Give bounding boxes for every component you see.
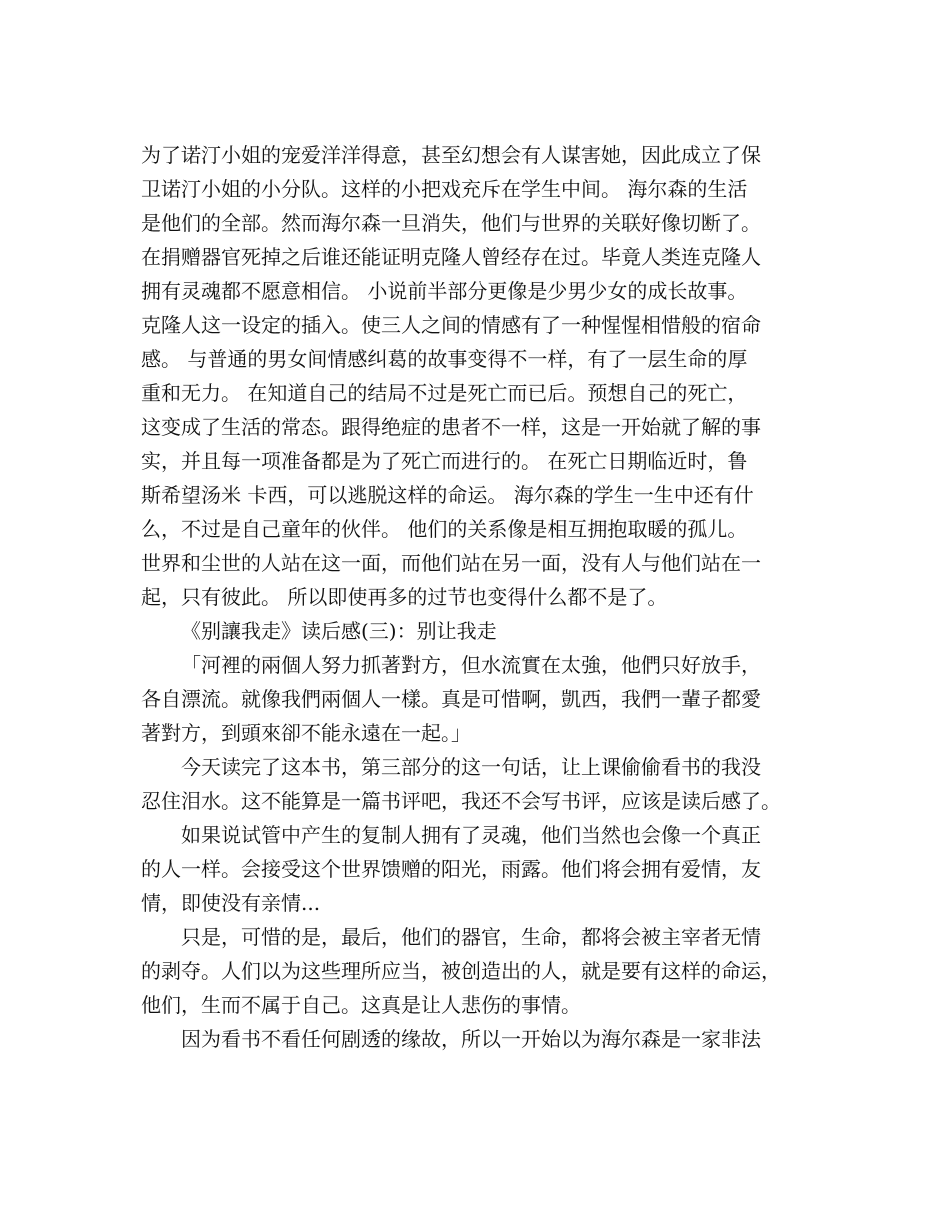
text-line: 卫诺汀小姐的小分队。这样的小把戏充斥在学生中间。 海尔森的生活 xyxy=(141,177,748,201)
text-line: 感。 与普通的男女间情感纠葛的故事变得不一样，有了一层生命的厚 xyxy=(141,347,748,371)
text-line: 么，不过是自己童年的伙伴。 他们的关系像是相互拥抱取暖的孤儿。 xyxy=(141,517,748,541)
text-line: 情，即使没有亲情... xyxy=(141,891,321,915)
text-line: 拥有灵魂都不愿意相信。 小说前半部分更像是少男少女的成长故事。 xyxy=(141,279,748,303)
text-line: 的剥夺。人们以为这些理所应当，被创造出的人，就是要有这样的命运， xyxy=(141,959,781,983)
text-line: 如果说试管中产生的复制人拥有了灵魂，他们当然也会像一个真正 xyxy=(181,823,761,847)
quote-line: 各自漂流。就像我們兩個人一樣。真是可惜啊，凱西，我們一輩子都愛 xyxy=(141,687,761,711)
text-line: 这变成了生活的常态。跟得绝症的患者不一样，这是一开始就了解的事 xyxy=(141,415,761,439)
quote-line: 「河裡的兩個人努力抓著對方，但水流實在太強，他們只好放手， xyxy=(181,653,761,677)
text-line: 克隆人这一设定的插入。使三人之间的情感有了一种惺惺相惜般的宿命 xyxy=(141,313,761,337)
text-line: 实，并且每一项准备都是为了死亡而进行的。 在死亡日期临近时，鲁 xyxy=(141,449,748,473)
text-line: 重和无力。 在知道自己的结局不过是死亡而已后。预想自己的死亡， xyxy=(141,381,748,405)
text-line: 因为看书不看任何剧透的缘故，所以一开始以为海尔森是一家非法 xyxy=(181,1027,761,1051)
text-line: 他们，生而不属于自己。这真是让人悲伤的事情。 xyxy=(141,993,581,1017)
text-line: 今天读完了这本书，第三部分的这一句话，让上课偷偷看书的我没 xyxy=(181,755,761,779)
text-line: 斯希望汤米 卡西，可以逃脱这样的命运。 海尔森的学生一生中还有什 xyxy=(141,483,754,507)
body-text xyxy=(141,138,831,1056)
section-heading: 《别讓我走》读后感(三)：别让我走 xyxy=(181,619,497,643)
quote-line: 著對方，到頭來卻不能永遠在一起。」 xyxy=(141,721,471,745)
text-line: 忍住泪水。这不能算是一篇书评吧，我还不会写书评，应该是读后感了。 xyxy=(141,789,781,813)
text-line: 在捐赠器官死掉之后谁还能证明克隆人曾经存在过。毕竟人类连克隆人 xyxy=(141,245,761,269)
text-line: 世界和尘世的人站在这一面，而他们站在另一面，没有人与他们站在一 xyxy=(141,551,761,575)
text-line: 起，只有彼此。 所以即使再多的过节也变得什么都不是了。 xyxy=(141,585,668,609)
text-line: 是他们的全部。然而海尔森一旦消失，他们与世界的关联好像切断了。 xyxy=(141,211,761,235)
text-line: 为了诺汀小姐的宠爱洋洋得意，甚至幻想会有人谋害她，因此成立了保 xyxy=(141,143,761,167)
text-line: 只是，可惜的是，最后，他们的器官，生命，都将会被主宰者无情 xyxy=(181,925,761,949)
text-line: 的人一样。会接受这个世界馈赠的阳光，雨露。他们将会拥有爱情，友 xyxy=(141,857,761,881)
